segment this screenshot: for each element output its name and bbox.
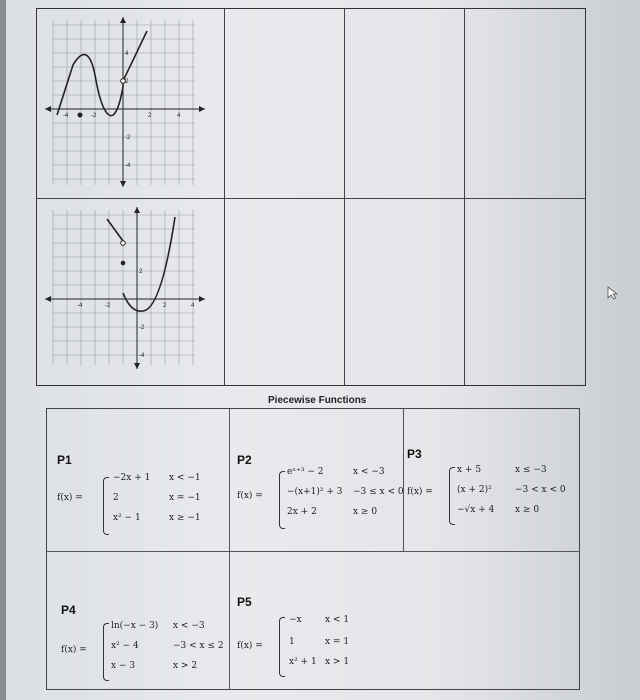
answer-grid — [36, 8, 586, 386]
grid-cell-empty — [225, 199, 345, 385]
tick-label: -2 — [125, 135, 131, 141]
piece-expression: −(x+1)² + 3 — [287, 487, 343, 497]
graph-1 — [43, 15, 213, 193]
piece-expression: x − 3 — [111, 661, 136, 671]
grid-cell-empty — [225, 9, 345, 199]
piece-expression: 1 — [289, 637, 295, 647]
function-lhs: f(x) = — [57, 493, 83, 503]
tick-label: -4 — [139, 353, 145, 359]
row-divider — [47, 551, 579, 552]
piece-condition: x > 1 — [325, 657, 350, 667]
grid-cell-graph-2 — [37, 199, 225, 385]
piece-expression: x² − 1 — [113, 513, 141, 523]
piece-expression: −2x + 1 — [113, 473, 151, 483]
piecewise-brace — [103, 477, 109, 535]
piecewise-brace — [103, 623, 109, 681]
column-divider — [403, 409, 404, 551]
tick-label: -2 — [91, 113, 97, 119]
piece-condition: x = 1 — [325, 637, 350, 647]
grid-cell-empty — [465, 9, 585, 199]
piece-expression: 2 — [113, 493, 119, 503]
piece-expression: x² − 4 — [111, 641, 139, 651]
problems-table — [46, 408, 580, 690]
function-lhs: f(x) = — [407, 487, 433, 497]
piece-expression: x + 5 — [457, 465, 482, 475]
problem-label: P2 — [237, 453, 252, 467]
tick-label: 2 — [163, 303, 167, 309]
problem-label: P4 — [61, 603, 76, 617]
piece-condition: x ≥ 0 — [353, 507, 378, 517]
piecewise-brace — [449, 467, 455, 525]
worksheet-page — [6, 0, 640, 700]
piece-condition: x < 1 — [325, 615, 350, 625]
tick-label: -4 — [63, 113, 69, 119]
tick-label: 4 — [177, 113, 181, 119]
piece-condition: x < −3 — [173, 621, 205, 631]
grid-cell-empty — [345, 199, 465, 385]
tick-label: -4 — [77, 303, 83, 309]
tick-label: 2 — [125, 79, 129, 85]
graph-2 — [43, 205, 213, 379]
page-title: Piecewise Functions — [268, 395, 367, 406]
function-lhs: f(x) = — [237, 641, 263, 651]
grid-cell-graph-1 — [37, 9, 225, 199]
tick-label: 2 — [148, 113, 152, 119]
piece-condition: x = −1 — [169, 493, 201, 503]
tick-label: 2 — [139, 269, 143, 275]
piece-condition: x < −3 — [353, 467, 385, 477]
piece-expression: ln(−x − 3) — [111, 621, 159, 631]
grid-cell-empty — [345, 9, 465, 199]
function-lhs: f(x) = — [237, 491, 263, 501]
piece-expression: (x + 2)² — [457, 485, 492, 495]
tick-label: 4 — [125, 51, 129, 57]
piece-expression: eˣ⁺³ − 2 — [287, 467, 324, 477]
piece-condition: x ≤ −3 — [515, 465, 547, 475]
piece-expression: 2x + 2 — [287, 507, 317, 517]
tick-label: -2 — [105, 303, 111, 309]
tick-label: -2 — [139, 325, 145, 331]
piece-condition: x ≥ 0 — [515, 505, 540, 515]
function-lhs: f(x) = — [61, 645, 87, 655]
piece-expression: −√x + 4 — [457, 505, 495, 515]
piece-expression: x² + 1 — [289, 657, 317, 667]
piecewise-brace — [279, 471, 285, 529]
mouse-cursor-icon — [606, 286, 620, 300]
grid-cell-empty — [465, 199, 585, 385]
problem-label: P1 — [57, 453, 72, 467]
piecewise-brace — [279, 617, 285, 677]
piece-condition: −3 ≤ x < 0 — [353, 487, 404, 497]
piece-condition: −3 < x ≤ 2 — [173, 641, 224, 651]
problem-label: P3 — [407, 447, 422, 461]
piece-condition: x > 2 — [173, 661, 198, 671]
piece-condition: −3 < x < 0 — [515, 485, 566, 495]
piece-condition: x ≥ −1 — [169, 513, 201, 523]
piece-expression: −x — [289, 615, 302, 625]
piece-condition: x < −1 — [169, 473, 201, 483]
column-divider — [229, 409, 230, 689]
tick-label: 4 — [191, 303, 195, 309]
problem-label: P5 — [237, 595, 252, 609]
tick-label: -4 — [125, 163, 131, 169]
